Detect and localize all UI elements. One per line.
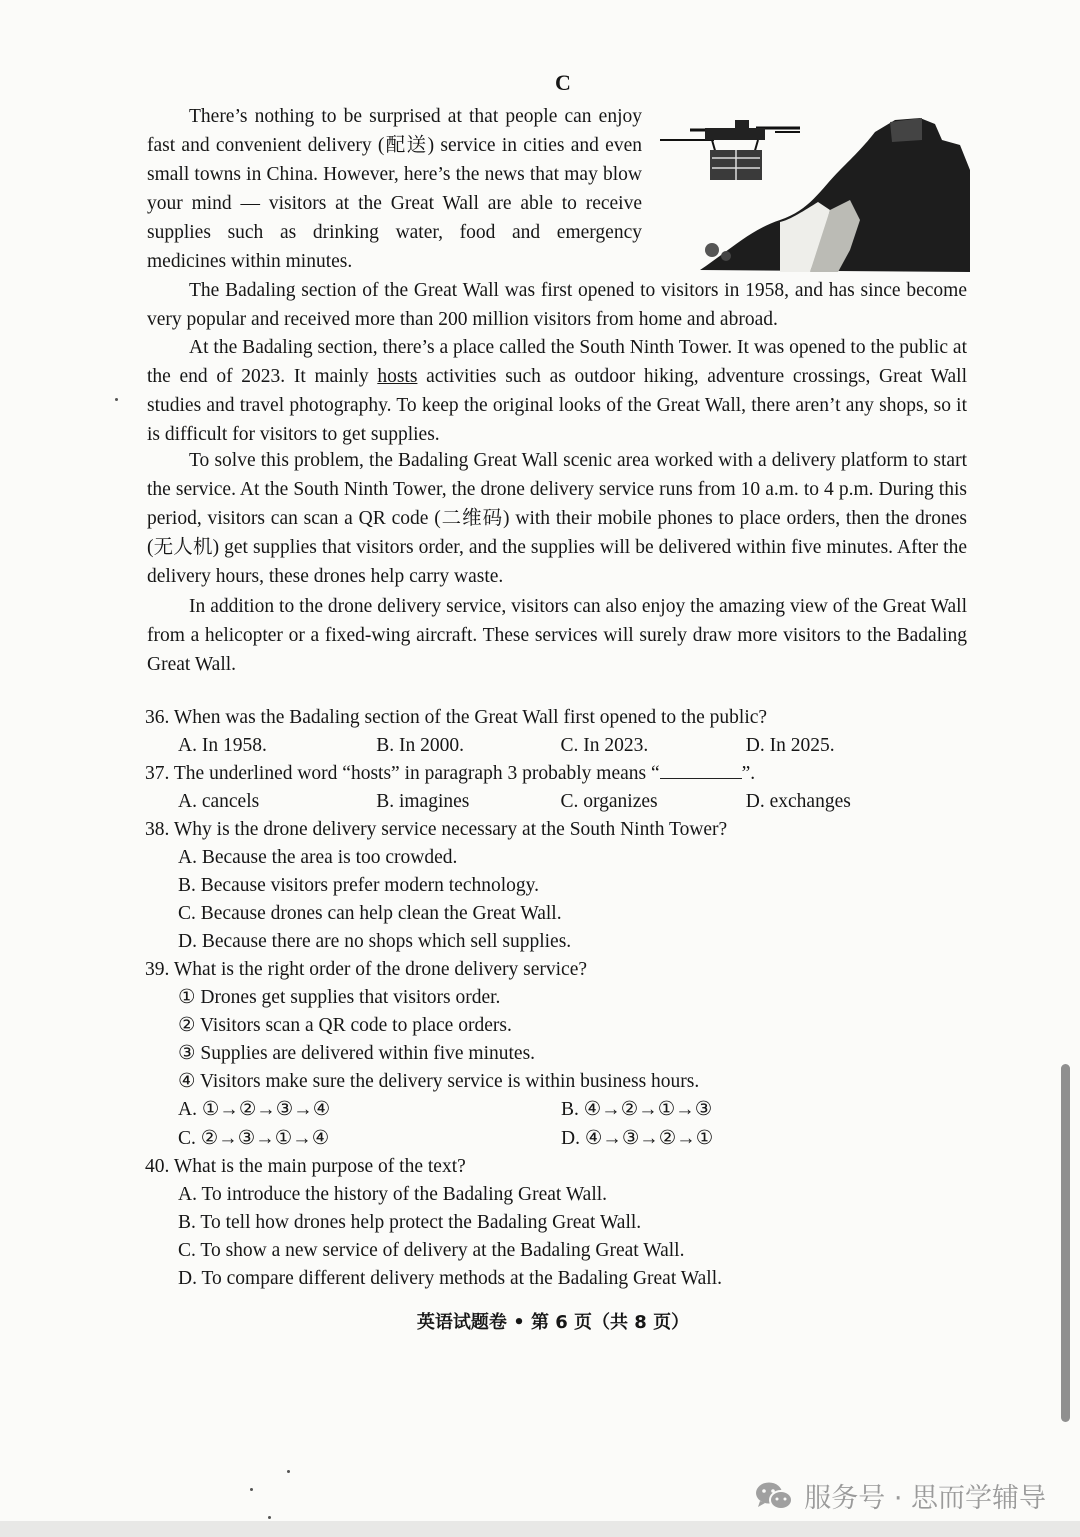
paragraph-3-text-end: activities such as outdoor hiking, adventure crossings, Great Wall studies and travel photography. To keep the original looks of the Great Wall, there aren’t any shops, so it is difficult for visitors to get supplies.: [147, 366, 967, 445]
page-footer: 英语试题卷 • 第 6 页（共 8 页）: [416, 1312, 690, 1333]
q37-option-c: C. organizes: [560, 791, 658, 812]
q39-step-4: ④ Visitors make sure the delivery service is within business hours.: [178, 1071, 700, 1092]
underlined-word-hosts: hosts: [377, 366, 418, 387]
question-40-stem: 40. What is the main purpose of the text?: [145, 1156, 466, 1177]
question-36-stem: 36. When was the Badaling section of the Great Wall first opened to the public?: [145, 707, 768, 728]
question-38-stem: 38. Why is the drone delivery service necessary at the South Ninth Tower?: [145, 819, 728, 840]
q39-options-row-2: [145, 1125, 945, 1154]
q37-option-d: D. exchanges: [745, 791, 851, 812]
q39-option-a: A. ①→②→③→④: [178, 1099, 331, 1120]
q38-option-a: A. Because the area is too crowded.: [178, 847, 458, 868]
wechat-icon: [754, 1480, 794, 1512]
question-36-options: [145, 732, 945, 760]
paragraph-5-text: In addition to the drone delivery service, visitors can also enjoy the amazing view of the Great Wall from a helicopter or a fixed-wing aircraft. These services will surely draw more visitors to the Badaling Great Wall.: [147, 596, 967, 675]
great-wall-icon: [700, 118, 970, 272]
paragraph-1: [147, 102, 642, 276]
question-37: [145, 760, 945, 816]
questions-section: [145, 704, 945, 1293]
q36-option-d: D. In 2025.: [745, 735, 835, 756]
paragraph-2: [147, 276, 967, 334]
scrollbar[interactable]: [1061, 1064, 1070, 1422]
q40-option-a: A. To introduce the history of the Badaling Great Wall.: [178, 1184, 608, 1205]
paragraph-3: [147, 333, 967, 449]
answer-blank: [660, 760, 742, 779]
paragraph-4-text: To solve this problem, the Badaling Great Wall scenic area worked with a delivery platform to start the service. At the South Ninth Tower, the drone delivery service runs from 10 a.m. to 4 p.m. During this period, visitors can scan a QR code (二维码) with their mobile phones to place orders, then the drones (无人机) get supplies that visitors order, and the supplies will be delivered within five minutes. After the delivery hours, these drones help carry waste.: [147, 450, 967, 587]
q40-option-c: C. To show a new service of delivery at the Badaling Great Wall.: [178, 1240, 685, 1261]
q40-option-d: D. To compare different delivery methods at the Badaling Great Wall.: [178, 1268, 722, 1289]
section-label: C: [555, 70, 571, 95]
question-39: [145, 956, 945, 1153]
q38-option-c: C. Because drones can help clean the Great Wall.: [178, 903, 562, 924]
q38-option-d: D. Because there are no shops which sell supplies.: [178, 931, 572, 952]
scan-speck: [268, 1516, 271, 1519]
paragraph-2-text: The Badaling section of the Great Wall was first opened to visitors in 1958, and has since become very popular and received more than 200 million visitors from home and abroad.: [147, 280, 967, 330]
question-39-stem: 39. What is the right order of the drone delivery service?: [145, 959, 588, 980]
paragraph-5: [147, 592, 967, 679]
q39-options-row-1: [145, 1096, 945, 1125]
paragraph-1-text: There’s nothing to be surprised at that people can enjoy fast and convenient delivery (配送) service in cities and even small towns in China. However, here’s the news that may blow your mind — visitors at the Great Wall are able to receive supplies such as drinking water, food and emergency medicines within minutes.: [147, 106, 642, 272]
q37-stem-text: 37. The underlined word “hosts” in paragraph 3 probably means “: [145, 763, 660, 784]
q39-step-3: ③ Supplies are delivered within five minutes.: [178, 1043, 536, 1064]
drone-icon: [660, 120, 800, 180]
q39-option-d: D. ④→③→②→①: [561, 1127, 714, 1149]
q36-option-c: C. In 2023.: [560, 735, 649, 756]
question-36: [145, 704, 945, 760]
question-37-stem: [145, 760, 945, 788]
scan-speck: [250, 1488, 253, 1491]
bottom-strip: [0, 1521, 1080, 1537]
question-38: [145, 816, 945, 956]
q37-option-a: A. cancels: [178, 791, 260, 812]
q38-option-b: B. Because visitors prefer modern technology.: [178, 875, 540, 896]
watermark-text: 服务号 · 思而学辅导: [804, 1483, 1046, 1514]
q36-option-b: B. In 2000.: [376, 735, 464, 756]
scan-speck: [287, 1470, 290, 1473]
q39-step-2: ② Visitors scan a QR code to place orders.: [178, 1015, 512, 1036]
question-40: [145, 1153, 945, 1293]
watermark: [754, 1476, 1046, 1515]
scan-speck: [115, 398, 118, 401]
q37-option-b: B. imagines: [376, 791, 470, 812]
q39-step-1: ① Drones get supplies that visitors order.: [178, 987, 501, 1008]
q39-option-b: B. ④→②→①→③: [561, 1099, 713, 1120]
q39-option-c: C. ②→③→①→④: [178, 1127, 330, 1149]
q36-option-a: A. In 1958.: [178, 735, 267, 756]
drone-great-wall-illustration: [660, 110, 970, 272]
paragraph-3-text-start: At the Badaling section, there’s a place called the South Ninth Tower. It was opened to the public at the end of 2023. It mainly: [147, 337, 967, 387]
question-37-options: [145, 788, 945, 816]
q40-option-b: B. To tell how drones help protect the Badaling Great Wall.: [178, 1212, 642, 1233]
paragraph-4: [147, 446, 967, 591]
q37-stem-close: ”.: [741, 763, 756, 784]
